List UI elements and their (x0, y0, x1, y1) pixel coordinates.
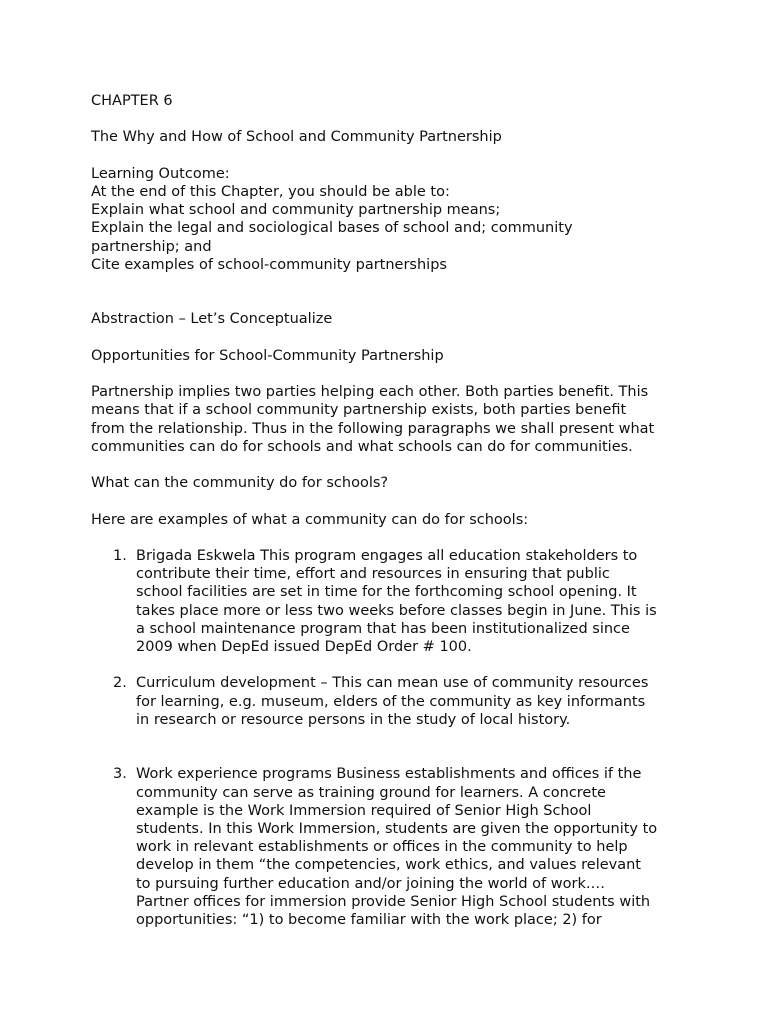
list-item-line: Brigada Eskwela This program engages all education stakeholders to (136, 547, 638, 564)
opportunities-heading: Opportunities for School-Community Partnership (91, 347, 444, 364)
list-item (91, 765, 691, 929)
learning-outcome-line: Explain what school and community partnership means; (91, 202, 501, 219)
examples-intro: Here are examples of what a community can do for schools: (91, 511, 529, 528)
learning-outcome-heading: Learning Outcome: (91, 165, 230, 182)
list-item-line: students. In this Work Immersion, students are given the opportunity to (136, 820, 658, 837)
list-item-number: 1. (113, 547, 127, 564)
learning-outcome-line: At the end of this Chapter, you should be able to: (91, 183, 450, 200)
list-item-line: for learning, e.g. museum, elders of the community as key informants (136, 693, 646, 710)
learning-outcome-line: Cite examples of school-community partnerships (91, 256, 447, 273)
abstraction-heading: Abstraction – Let’s Conceptualize (91, 311, 333, 328)
list-item-line: contribute their time, effort and resources in ensuring that public (136, 566, 610, 583)
paragraph-line: means that if a school community partnership exists, both parties benefit (91, 402, 627, 419)
list-item-line: a school maintenance program that has been institutionalized since (136, 620, 630, 637)
list-item (91, 547, 691, 656)
list-item-number: 3. (113, 766, 127, 783)
document-page (91, 92, 691, 929)
list-item-line: opportunities: “1) to become familiar with the work place; 2) for (136, 911, 602, 928)
list-item-line: community can serve as training ground for learners. A concrete (136, 784, 606, 801)
community-question: What can the community do for schools? (91, 475, 389, 492)
chapter-title: The Why and How of School and Community Partnership (91, 129, 502, 146)
list-item-line: example is the Work Immersion required of Senior High School (136, 802, 592, 819)
learning-outcome-line: partnership; and (91, 238, 212, 255)
examples-list (91, 547, 691, 929)
list-item (91, 674, 691, 729)
chapter-label: CHAPTER 6 (91, 93, 173, 109)
list-item-line: in research or resource persons in the study of local history. (136, 711, 571, 728)
learning-outcome-line: Explain the legal and sociological bases of school and; community (91, 220, 573, 237)
paragraph-line: from the relationship. Thus in the following paragraphs we shall present what (91, 420, 655, 437)
partnership-paragraph (91, 383, 691, 456)
list-item-number: 2. (113, 675, 127, 692)
list-item-line: Partner offices for immersion provide Senior High School students with (136, 893, 651, 910)
list-item-line: takes place more or less two weeks before classes begin in June. This is (136, 602, 657, 619)
list-item-line: to pursuing further education and/or joining the world of work.… (136, 875, 605, 892)
list-item-line: Curriculum development – This can mean use of community resources (136, 675, 649, 692)
list-item-line: work in relevant establishments or offices in the community to help (136, 839, 628, 856)
list-item-line: school facilities are set in time for the forthcoming school opening. It (136, 584, 637, 601)
paragraph-line: communities can do for schools and what schools can do for communities. (91, 438, 633, 455)
list-item-line: Work experience programs Business establishments and offices if the (136, 766, 642, 783)
list-item-line: 2009 when DepEd issued DepEd Order # 100. (136, 638, 472, 655)
learning-outcome-section (91, 165, 691, 274)
paragraph-line: Partnership implies two parties helping each other. Both parties benefit. This (91, 384, 649, 401)
list-item-line: develop in them “the competencies, work ethics, and values relevant (136, 857, 641, 874)
